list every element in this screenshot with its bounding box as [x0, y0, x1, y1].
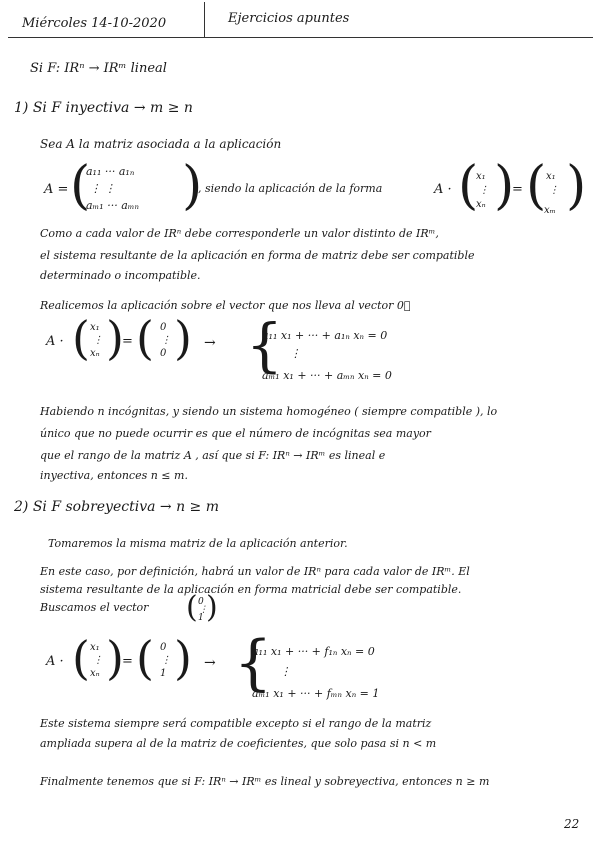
matrix-a-dots: ⋮ ⋮	[90, 182, 116, 195]
vec-res-left-paren: (	[526, 156, 547, 216]
system1-brace: {	[246, 311, 283, 379]
system1-eq2: aₘ₁ x₁ + ··· + aₘₙ xₙ = 0	[262, 369, 392, 382]
system2-vec-left-paren: (	[72, 631, 90, 685]
system2-eq1: a₁₁ x₁ + ··· + f₁ₙ xₙ = 0	[252, 645, 375, 658]
system1-zero-dots: ⋮	[161, 335, 171, 346]
part1-p4-line3: que el rango de la matriz A , así que si F: IRⁿ → IRᵐ es lineal e	[40, 449, 386, 462]
part2-p2-line2: sistema resultante de la aplicación en forma matricial debe ser compatible.	[40, 583, 462, 596]
search-vec-bot: 1	[198, 613, 204, 623]
system1-arrow: →	[204, 335, 216, 351]
header-divider	[204, 2, 205, 38]
part2-p2-line1: En este caso, por definición, habrá un valor de IRⁿ para cada valor de IRᵐ. El	[40, 565, 470, 578]
matrix-a-label: A =	[44, 182, 69, 197]
part1-p2-line1: Como a cada valor de IRⁿ debe corresponderle un valor distinto de IRᵐ,	[40, 227, 439, 240]
part1-p3: Realicemos la aplicación sobre el vector que nos lleva al vector 0⃗	[40, 299, 411, 312]
part2-heading: 2) Si F sobreyectiva → n ≥ m	[14, 499, 220, 515]
intro-line: Si F: IRⁿ → IRᵐ lineal	[30, 61, 167, 76]
system1-vec-right-paren: )	[106, 311, 124, 365]
system1-vec-dots: ⋮	[93, 335, 103, 346]
system1-zero-bot: 0	[160, 348, 167, 359]
page-number: 22	[564, 817, 580, 831]
matrix-a-row1: a₁₁ ··· a₁ₙ	[86, 165, 135, 178]
system2-vec-bot: xₙ	[90, 668, 100, 679]
vec-res-top: x₁	[546, 171, 556, 182]
part2-p2-line3: Buscamos el vector	[40, 601, 149, 614]
vec-res-right-paren: )	[566, 156, 587, 216]
part2-p4: Finalmente tenemos que si F: IRⁿ → IRᵐ es lineal y sobreyectiva, entonces n ≥ m	[40, 775, 490, 788]
part1-p4-line4: inyectiva, entonces n ≤ m.	[40, 469, 188, 482]
matrix-a-right-paren: )	[182, 156, 203, 216]
system1-eq1: a₁₁ x₁ + ··· + a₁ₙ xₙ = 0	[262, 329, 388, 342]
part1-heading: 1) Si F inyectiva → m ≥ n	[14, 100, 193, 116]
matrix-a-tail: , siendo la aplicación de la forma	[198, 182, 383, 195]
matrix-a-row2: aₘ₁ ··· aₘₙ	[86, 199, 139, 212]
system2-one-left-paren: (	[136, 631, 154, 685]
part1-p1: Sea A la matriz asociada a la aplicación	[40, 137, 282, 151]
system2-eq-dots: ⋮	[280, 665, 291, 678]
vec-x-left-paren: (	[458, 156, 479, 216]
system2-arrow: →	[204, 655, 216, 671]
system2-vec-dots: ⋮	[93, 655, 103, 666]
vec-x-dots: ⋮	[479, 185, 489, 196]
part2-p3-line2: ampliada supera al de la matriz de coeficientes, que solo pasa si n < m	[40, 737, 437, 750]
eq-sign: =	[512, 182, 523, 197]
header-date: Miércoles 14-10-2020	[22, 16, 167, 31]
system1-vec-left-paren: (	[72, 311, 90, 365]
system1-eq-dots: ⋮	[290, 347, 301, 360]
system2-vec-top: x₁	[90, 642, 100, 653]
vec-res-bot: xₘ	[544, 205, 556, 216]
system2-vec-right-paren: )	[106, 631, 124, 685]
part1-p2-line3: determinado o incompatible.	[40, 269, 201, 282]
system1-eq: =	[122, 334, 133, 349]
vec-res-dots: ⋮	[549, 185, 559, 196]
system2-eq: =	[122, 654, 133, 669]
system2-one-dots: ⋮	[161, 655, 171, 666]
system1-zero-top: 0	[160, 322, 167, 333]
system1-zero-right-paren: )	[174, 311, 192, 365]
part2-p3-line1: Este sistema siempre será compatible excepto si el rango de la matriz	[40, 717, 432, 730]
part2-p1: Tomaremos la misma matriz de la aplicación anterior.	[48, 537, 348, 550]
header-rule	[8, 37, 593, 38]
system2-one-top: 0	[160, 642, 167, 653]
search-vec-left-paren: (	[186, 590, 198, 625]
matrix-a-rhs-label: A ·	[434, 182, 452, 197]
system1-zero-left-paren: (	[136, 311, 154, 365]
header-title: Ejercicios apuntes	[228, 11, 350, 26]
system1-vec-top: x₁	[90, 322, 100, 333]
system2-lhs: A ·	[46, 654, 64, 669]
vec-x-right-paren: )	[494, 156, 515, 216]
vec-x-bot: xₙ	[476, 199, 486, 210]
system1-lhs: A ·	[46, 334, 64, 349]
search-vec-dots: ⋮	[199, 605, 208, 615]
system2-brace: {	[234, 628, 273, 698]
part1-p4-line2: único que no puede ocurrir es que el número de incógnitas sea mayor	[40, 427, 431, 440]
system2-one-bot: 1	[160, 668, 167, 679]
part1-p2-line2: el sistema resultante de la aplicación en forma de matriz debe ser compatible	[40, 249, 475, 262]
system1-vec-bot: xₙ	[90, 348, 100, 359]
matrix-a-left-paren: (	[70, 156, 91, 216]
search-vec-top: 0	[198, 597, 204, 607]
system2-one-right-paren: )	[174, 631, 192, 685]
vec-x-top: x₁	[476, 171, 486, 182]
search-vec-right-paren: )	[206, 590, 218, 625]
part1-p4-line1: Habiendo n incógnitas, y siendo un sistema homogéneo ( siempre compatible ), lo	[40, 405, 498, 418]
system2-eq2: aₘ₁ x₁ + ··· + fₘₙ xₙ = 1	[252, 687, 380, 700]
